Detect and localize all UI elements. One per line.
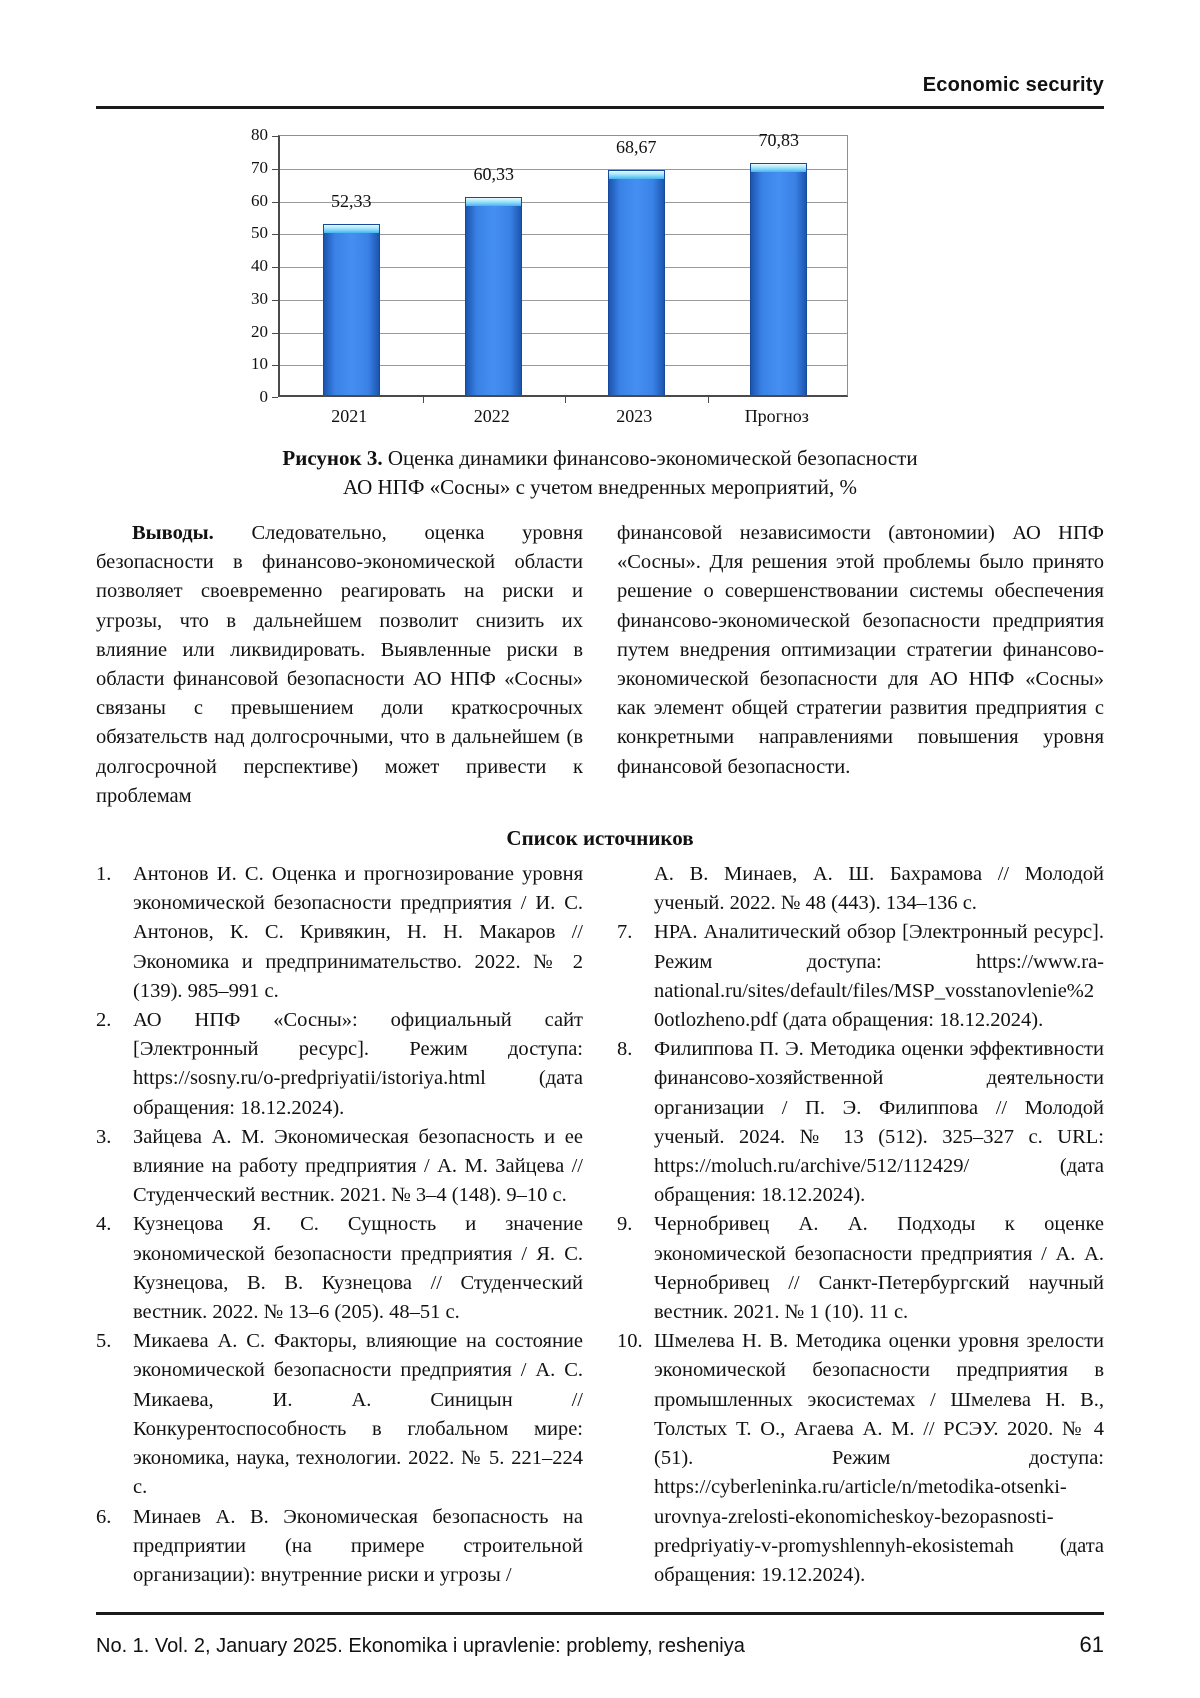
figure-label: Рисунок 3.: [282, 446, 383, 470]
reference-number: 8.: [617, 1038, 633, 1061]
reference-text: А. В. Минаев, А. Ш. Бахрамова // Молодой ученый. 2022. № 48 (443). 134–136 с.: [654, 863, 1104, 915]
reference-number: 9.: [617, 1213, 633, 1236]
conclusions-lead: Выводы.: [132, 522, 214, 544]
chart-y-axis: [236, 125, 278, 406]
reference-item: [96, 1503, 583, 1591]
reference-number: 4.: [96, 1213, 112, 1236]
reference-item: [617, 860, 1104, 918]
figure-caption-line2: АО НПФ «Сосны» с учетом внедренных мероприятий, %: [342, 475, 858, 499]
header-rule: [96, 106, 1104, 109]
y-axis-tick-label: 30: [251, 288, 268, 308]
y-axis-tick-label: 60: [251, 190, 268, 210]
page-number: 61: [1079, 1632, 1104, 1657]
bar-Прогноз: [750, 163, 807, 395]
conclusions-section: [96, 519, 1104, 811]
footer-rule: [96, 1612, 1104, 1615]
footer-journal-line: No. 1. Vol. 2, January 2025. Ekonomika i upravlenie: problemy, resheniya: [96, 1635, 745, 1657]
reference-number: 3.: [96, 1125, 112, 1148]
y-axis-tick-label: 40: [251, 256, 268, 275]
reference-number: 5.: [96, 1330, 112, 1353]
running-head: Economic security: [922, 74, 1104, 96]
reference-item: [617, 1327, 1104, 1590]
x-axis-tick-label: 2023: [616, 406, 653, 426]
reference-number: 7.: [617, 921, 633, 944]
y-axis-tick-label: 0: [259, 387, 268, 406]
reference-item: [96, 860, 583, 1006]
reference-text: Зайцева А. М. Экономическая безопасность и ее влияние на работу предприятия / А. М. Зайцева // Студенческий вестник. 2021. № 3–4 (148). 9–10 с.: [133, 1125, 583, 1207]
reference-item: [617, 918, 1104, 1035]
y-axis-tick-label: 80: [251, 125, 268, 144]
bar-2023: [608, 170, 665, 395]
reference-item: [96, 1327, 583, 1502]
reference-number: 2.: [96, 1009, 112, 1032]
reference-text: Антонов И. С. Оценка и прогнозирование уровня экономической безопасности предприятия / И. С. Антонов, К. С. Кривякин, Н. Н. Макаров // Экономика и предпринимательство. 2022. № 2 (139). 985–991 с.: [133, 863, 583, 1002]
figure-3-bar-chart: [236, 125, 848, 431]
figure-caption: [96, 444, 1104, 502]
reference-text: Шмелева Н. В. Методика оценки уровня зрелости экономической безопасности предприятия в промышленных экосистемах / Шмелева Н. В., Толстых Т. О., Агаева А. М. // РСЭУ. 2020. № 4 (51). Режим доступа: https://cyberleninka.ru/article/n/metodika-otsenki-urovnya-zrelosti-ekonomicheskoy-bezopasnosti-predpriyatiy-v-promyshlennyh-ekosistemah (дата обращения: 19.12.2024).: [654, 1330, 1104, 1586]
reference-text: НРА. Аналитический обзор [Электронный ресурс]. Режим доступа: https://www.ra-national.ru/sites/default/files/MSP_vosstanovlenie%20otlozheno.pdf (дата обращения: 18.12.2024).: [654, 921, 1104, 1032]
conclusions-left-column: Выводы. Следовательно, оценка уровня безопасности в финансово-экономической области позволяет своевременно реагировать на риски и угрозы, что в дальнейшем позволит снизить их влияние или ликвидировать. Выявленные риски в области финансовой безопасности АО НПФ «Сосны» связаны с превышением доли краткосрочных обязательств над долгосрочными, что в дальнейшем (в долгосрочной перспективе) может привести к проблемам: [96, 522, 583, 807]
reference-item: [617, 1035, 1104, 1210]
y-axis-tick-label: 70: [251, 157, 268, 177]
references-left-column: [96, 860, 583, 1590]
references-section: [96, 860, 1104, 1590]
x-axis-tick-label: 2022: [473, 406, 510, 426]
reference-text: АО НПФ «Сосны»: официальный сайт [Электронный ресурс]. Режим доступа: https://sosny.ru/o-predpriyatii/istoriya.html (дата обращения: 18.12.2024).: [133, 1009, 583, 1119]
chart-x-axis: [278, 397, 848, 431]
reference-text: Минаев А. В. Экономическая безопасность на предприятии (на примере строительной организации): внутренние риски и угрозы /: [133, 1505, 583, 1586]
y-axis-tick-label: 20: [251, 321, 268, 341]
bar-2021: [323, 224, 380, 395]
reference-item: [617, 1210, 1104, 1327]
chart-plot-area: [278, 130, 848, 397]
reference-text: Кузнецова Я. С. Сущность и значение экономической безопасности предприятия / Я. С. Кузнецова, В. В. Кузнецова // Студенческий вестник. 2022. № 13–6 (205). 48–51 с.: [133, 1213, 583, 1324]
conclusions-right-column: финансовой независимости (автономии) АО НПФ «Сосны». Для решения этой проблемы было принято решение о совершенствовании системы обеспечения финансово-экономической безопасности предприятия путем внедрения оптимизации стратегии финансово-экономической безопасности для АО НПФ «Сосны» как элемент общей стратегии развития предприятия с конкретными направлениями повышения уровня финансовой безопасности.: [617, 522, 1104, 778]
bar-value-label: 68,67: [616, 137, 657, 158]
reference-item: [96, 1210, 583, 1327]
x-axis-tick-label: 2021: [331, 406, 368, 426]
reference-text: Микаева А. С. Факторы, влияющие на состояние экономической безопасности предприятия / А. С. Микаева, И. А. Синицын // Конкурентоспособность в глобальном мире: экономика, наука, технологии. 2022. № 5. 221–224 с.: [133, 1330, 583, 1499]
reference-item: [96, 1123, 583, 1211]
references-heading: Список источников: [506, 826, 694, 851]
bar-value-label: 52,33: [331, 190, 372, 211]
references-right-column: [617, 860, 1104, 1590]
reference-text: Чернобривец А. А. Подходы к оценке экономической безопасности предприятия / А. А. Чернобривец // Санкт-Петербургский научный вестник. 2021. № 1 (10). 11 с.: [654, 1213, 1104, 1324]
y-axis-tick-label: 10: [251, 354, 268, 374]
reference-text: Филиппова П. Э. Методика оценки эффективности финансово-хозяйственной деятельности организации / П. Э. Филиппова // Молодой ученый. 2024. № 13 (512). 325–327 с. URL: https://moluch.ru/archive/512/112429/ (дата обращения: 18.12.2024).: [654, 1038, 1104, 1207]
bar-value-label: 70,83: [758, 130, 799, 151]
reference-number: 1.: [96, 863, 112, 886]
y-axis-tick-label: 50: [251, 223, 268, 243]
x-axis-tick-label: Прогноз: [744, 406, 809, 426]
reference-number: 6.: [96, 1505, 112, 1528]
reference-item: [96, 1006, 583, 1123]
reference-number: [617, 860, 654, 918]
bar-2022: [465, 197, 522, 395]
reference-number: 10.: [617, 1330, 643, 1353]
figure-caption-line1: Рисунок 3. Оценка динамики финансово-экономической безопасности: [282, 446, 918, 470]
page-footer: [96, 1612, 1104, 1658]
bar-value-label: 60,33: [473, 164, 514, 185]
